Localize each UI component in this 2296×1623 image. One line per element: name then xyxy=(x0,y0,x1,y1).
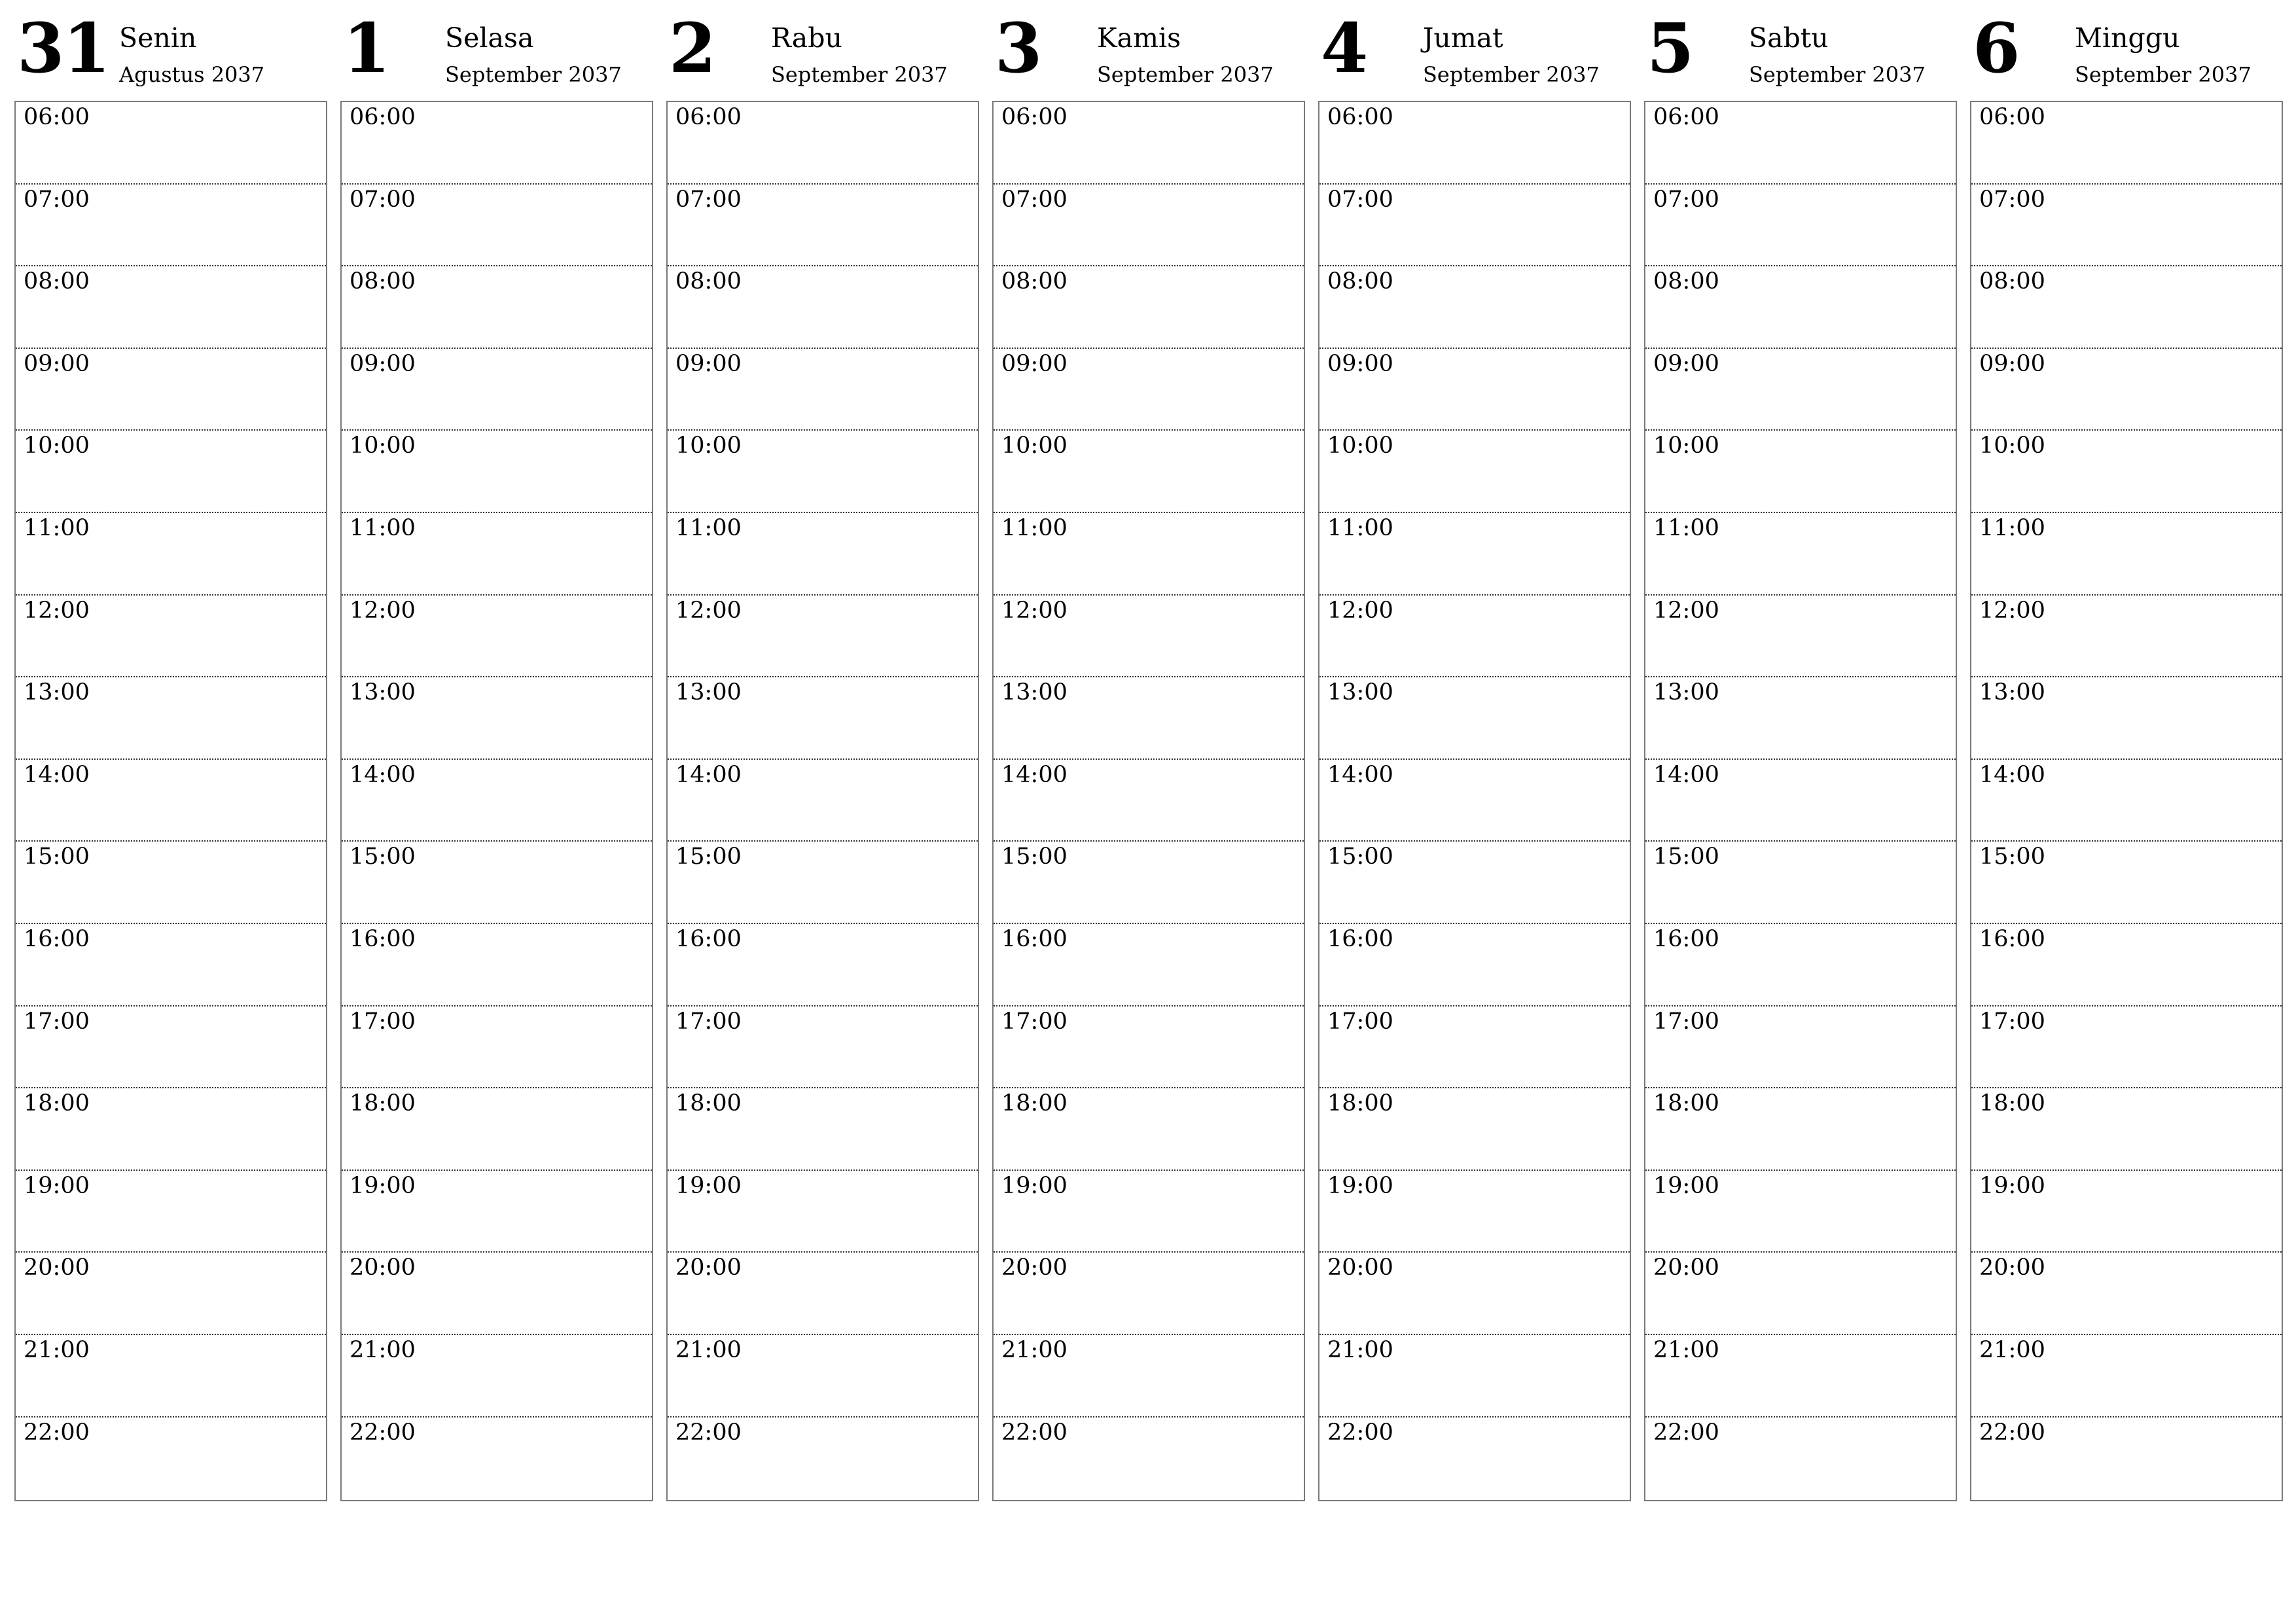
time-slot[interactable] xyxy=(668,1335,978,1418)
time-label: 16:00 xyxy=(1327,925,1393,952)
time-label: 08:00 xyxy=(1979,268,2045,295)
day-schedule xyxy=(1644,101,1957,1501)
time-label: 09:00 xyxy=(350,350,416,377)
time-slot[interactable] xyxy=(342,1418,652,1500)
time-slot[interactable] xyxy=(16,760,326,842)
time-slot[interactable] xyxy=(1319,1253,1630,1335)
time-slot[interactable] xyxy=(1319,1418,1630,1500)
day-schedule xyxy=(1970,101,2283,1501)
time-slot[interactable] xyxy=(1319,1335,1630,1418)
day-header xyxy=(340,0,653,98)
time-label: 07:00 xyxy=(1653,186,1719,213)
time-slot[interactable] xyxy=(1645,1088,1956,1171)
time-slot[interactable] xyxy=(342,1253,652,1335)
time-label: 06:00 xyxy=(1327,104,1393,130)
time-label: 10:00 xyxy=(1001,433,1067,459)
time-slot[interactable] xyxy=(342,842,652,924)
time-slot[interactable] xyxy=(668,513,978,596)
time-slot[interactable] xyxy=(994,102,1304,185)
time-label: 06:00 xyxy=(675,104,742,130)
time-label: 14:00 xyxy=(1001,761,1067,788)
day-number: 4 xyxy=(1321,8,1367,88)
time-label: 13:00 xyxy=(24,679,90,706)
time-label: 16:00 xyxy=(675,925,742,952)
time-label: 18:00 xyxy=(1979,1090,2045,1117)
time-label: 15:00 xyxy=(1653,844,1719,870)
time-label: 12:00 xyxy=(1327,597,1393,624)
time-label: 07:00 xyxy=(675,186,742,213)
time-label: 20:00 xyxy=(350,1255,416,1281)
time-slot[interactable] xyxy=(1319,431,1630,513)
time-slot[interactable] xyxy=(1971,349,2282,431)
time-label: 11:00 xyxy=(675,514,742,541)
time-slot[interactable] xyxy=(994,431,1304,513)
time-label: 14:00 xyxy=(675,761,742,788)
time-label: 21:00 xyxy=(1327,1336,1393,1363)
time-label: 13:00 xyxy=(1001,679,1067,706)
time-label: 18:00 xyxy=(1653,1090,1719,1117)
time-label: 16:00 xyxy=(1001,925,1067,952)
time-label: 13:00 xyxy=(675,679,742,706)
time-label: 13:00 xyxy=(1653,679,1719,706)
time-label: 21:00 xyxy=(24,1336,90,1363)
time-label: 18:00 xyxy=(675,1090,742,1117)
day-header xyxy=(1644,0,1957,98)
time-label: 12:00 xyxy=(1979,597,2045,624)
time-slot[interactable] xyxy=(994,842,1304,924)
time-label: 22:00 xyxy=(675,1419,742,1446)
time-label: 06:00 xyxy=(1653,104,1719,130)
time-slot[interactable] xyxy=(668,349,978,431)
time-slot[interactable] xyxy=(342,596,652,678)
time-slot[interactable] xyxy=(1645,513,1956,596)
time-label: 17:00 xyxy=(1001,1008,1067,1035)
time-slot[interactable] xyxy=(16,924,326,1007)
time-label: 08:00 xyxy=(24,268,90,295)
time-label: 22:00 xyxy=(24,1419,90,1446)
time-label: 21:00 xyxy=(1001,1336,1067,1363)
day-column xyxy=(340,0,653,1501)
day-name: Rabu xyxy=(771,22,842,54)
time-label: 10:00 xyxy=(350,433,416,459)
time-label: 20:00 xyxy=(1979,1255,2045,1281)
time-slot[interactable] xyxy=(994,1007,1304,1089)
time-slot[interactable] xyxy=(668,1088,978,1171)
time-slot[interactable] xyxy=(16,349,326,431)
time-label: 18:00 xyxy=(1327,1090,1393,1117)
day-header xyxy=(14,0,327,98)
time-slot[interactable] xyxy=(16,431,326,513)
time-slot[interactable] xyxy=(1971,1253,2282,1335)
time-label: 09:00 xyxy=(1653,350,1719,377)
day-name: Sabtu xyxy=(1749,22,1829,54)
day-number: 5 xyxy=(1647,8,1693,88)
time-label: 12:00 xyxy=(350,597,416,624)
time-slot[interactable] xyxy=(342,1335,652,1418)
day-number: 3 xyxy=(995,8,1041,88)
time-slot[interactable] xyxy=(668,677,978,760)
time-label: 06:00 xyxy=(1979,104,2045,130)
time-slot[interactable] xyxy=(1971,1418,2282,1500)
day-schedule xyxy=(1318,101,1631,1501)
time-label: 06:00 xyxy=(1001,104,1067,130)
time-slot[interactable] xyxy=(1971,1088,2282,1171)
day-column xyxy=(14,0,327,1501)
time-label: 14:00 xyxy=(1653,761,1719,788)
time-slot[interactable] xyxy=(1645,185,1956,267)
time-label: 18:00 xyxy=(350,1090,416,1117)
time-label: 15:00 xyxy=(350,844,416,870)
time-slot[interactable] xyxy=(1645,596,1956,678)
time-slot[interactable] xyxy=(1645,924,1956,1007)
time-slot[interactable] xyxy=(1319,349,1630,431)
day-month-year: Agustus 2037 xyxy=(119,62,265,87)
day-schedule xyxy=(340,101,653,1501)
time-label: 17:00 xyxy=(675,1008,742,1035)
time-slot[interactable] xyxy=(668,842,978,924)
time-label: 17:00 xyxy=(1653,1008,1719,1035)
time-label: 14:00 xyxy=(1979,761,2045,788)
time-slot[interactable] xyxy=(16,266,326,349)
time-label: 10:00 xyxy=(24,433,90,459)
time-label: 16:00 xyxy=(1979,925,2045,952)
day-name: Selasa xyxy=(445,22,534,54)
time-label: 22:00 xyxy=(1001,1419,1067,1446)
time-slot[interactable] xyxy=(16,1253,326,1335)
time-slot[interactable] xyxy=(342,513,652,596)
time-slot[interactable] xyxy=(16,596,326,678)
time-label: 15:00 xyxy=(1327,844,1393,870)
time-slot[interactable] xyxy=(1971,842,2282,924)
time-label: 20:00 xyxy=(1001,1255,1067,1281)
day-month-year: September 2037 xyxy=(1097,62,1274,87)
day-name: Senin xyxy=(119,22,197,54)
time-label: 09:00 xyxy=(24,350,90,377)
time-label: 11:00 xyxy=(1653,514,1719,541)
time-slot[interactable] xyxy=(1645,1007,1956,1089)
time-slot[interactable] xyxy=(342,349,652,431)
time-slot[interactable] xyxy=(342,677,652,760)
time-slot[interactable] xyxy=(1971,1171,2282,1253)
time-slot[interactable] xyxy=(994,1418,1304,1500)
time-label: 18:00 xyxy=(24,1090,90,1117)
day-number: 2 xyxy=(669,8,715,88)
time-label: 17:00 xyxy=(24,1008,90,1035)
time-slot[interactable] xyxy=(1319,924,1630,1007)
time-label: 21:00 xyxy=(1979,1336,2045,1363)
time-label: 20:00 xyxy=(675,1255,742,1281)
day-name: Minggu xyxy=(2075,22,2180,54)
time-label: 22:00 xyxy=(1653,1419,1719,1446)
time-slot[interactable] xyxy=(668,266,978,349)
time-label: 17:00 xyxy=(1979,1008,2045,1035)
time-label: 19:00 xyxy=(1001,1172,1067,1199)
time-label: 19:00 xyxy=(675,1172,742,1199)
time-slot[interactable] xyxy=(994,677,1304,760)
time-label: 10:00 xyxy=(675,433,742,459)
time-slot[interactable] xyxy=(16,513,326,596)
time-label: 14:00 xyxy=(1327,761,1393,788)
time-slot[interactable] xyxy=(668,760,978,842)
time-slot[interactable] xyxy=(994,924,1304,1007)
time-slot[interactable] xyxy=(1319,1171,1630,1253)
day-schedule xyxy=(14,101,327,1501)
time-label: 20:00 xyxy=(24,1255,90,1281)
time-slot[interactable] xyxy=(1645,1418,1956,1500)
day-header xyxy=(1318,0,1631,98)
day-header xyxy=(1970,0,2283,98)
time-slot[interactable] xyxy=(16,677,326,760)
time-slot[interactable] xyxy=(342,1088,652,1171)
time-slot[interactable] xyxy=(1319,266,1630,349)
time-label: 21:00 xyxy=(1653,1336,1719,1363)
time-label: 15:00 xyxy=(1001,844,1067,870)
time-slot[interactable] xyxy=(1645,266,1956,349)
time-label: 19:00 xyxy=(1327,1172,1393,1199)
time-label: 21:00 xyxy=(350,1336,416,1363)
time-slot[interactable] xyxy=(1645,842,1956,924)
time-slot[interactable] xyxy=(16,1418,326,1500)
time-label: 10:00 xyxy=(1327,433,1393,459)
day-header xyxy=(992,0,1305,98)
day-column xyxy=(992,0,1305,1501)
time-label: 10:00 xyxy=(1979,433,2045,459)
time-slot[interactable] xyxy=(1971,1007,2282,1089)
time-label: 13:00 xyxy=(1979,679,2045,706)
time-label: 11:00 xyxy=(1979,514,2045,541)
time-label: 22:00 xyxy=(350,1419,416,1446)
time-slot[interactable] xyxy=(1971,431,2282,513)
time-slot[interactable] xyxy=(994,266,1304,349)
time-label: 07:00 xyxy=(1327,186,1393,213)
time-slot[interactable] xyxy=(1971,596,2282,678)
time-slot[interactable] xyxy=(1971,102,2282,185)
time-label: 16:00 xyxy=(24,925,90,952)
day-schedule xyxy=(666,101,979,1501)
time-label: 19:00 xyxy=(1653,1172,1719,1199)
time-slot[interactable] xyxy=(668,431,978,513)
time-slot[interactable] xyxy=(1645,431,1956,513)
time-slot[interactable] xyxy=(16,185,326,267)
time-label: 17:00 xyxy=(350,1008,416,1035)
time-slot[interactable] xyxy=(16,842,326,924)
time-slot[interactable] xyxy=(1971,677,2282,760)
time-label: 21:00 xyxy=(675,1336,742,1363)
day-column xyxy=(1644,0,1957,1501)
time-slot[interactable] xyxy=(1971,185,2282,267)
day-schedule xyxy=(992,101,1305,1501)
time-slot[interactable] xyxy=(668,1007,978,1089)
time-slot[interactable] xyxy=(16,1088,326,1171)
time-slot[interactable] xyxy=(342,266,652,349)
time-label: 14:00 xyxy=(24,761,90,788)
time-label: 06:00 xyxy=(24,104,90,130)
time-label: 07:00 xyxy=(24,186,90,213)
time-label: 22:00 xyxy=(1327,1419,1393,1446)
time-slot[interactable] xyxy=(994,185,1304,267)
time-slot[interactable] xyxy=(1971,760,2282,842)
time-slot[interactable] xyxy=(1971,1335,2282,1418)
day-number: 31 xyxy=(17,8,109,88)
time-slot[interactable] xyxy=(994,349,1304,431)
time-label: 08:00 xyxy=(1001,268,1067,295)
time-slot[interactable] xyxy=(342,185,652,267)
time-slot[interactable] xyxy=(1319,760,1630,842)
time-slot[interactable] xyxy=(1971,513,2282,596)
time-label: 20:00 xyxy=(1327,1255,1393,1281)
day-column xyxy=(1970,0,2283,1501)
time-label: 15:00 xyxy=(1979,844,2045,870)
time-label: 16:00 xyxy=(1653,925,1719,952)
day-month-year: September 2037 xyxy=(2075,62,2251,87)
time-label: 09:00 xyxy=(1001,350,1067,377)
time-label: 08:00 xyxy=(675,268,742,295)
time-slot[interactable] xyxy=(994,1171,1304,1253)
time-slot[interactable] xyxy=(16,1171,326,1253)
time-slot[interactable] xyxy=(342,431,652,513)
time-label: 12:00 xyxy=(24,597,90,624)
time-slot[interactable] xyxy=(342,924,652,1007)
time-slot[interactable] xyxy=(994,760,1304,842)
time-slot[interactable] xyxy=(1645,677,1956,760)
time-slot[interactable] xyxy=(1319,513,1630,596)
time-label: 08:00 xyxy=(350,268,416,295)
time-label: 09:00 xyxy=(675,350,742,377)
time-label: 06:00 xyxy=(350,104,416,130)
time-slot[interactable] xyxy=(668,1253,978,1335)
time-label: 08:00 xyxy=(1653,268,1719,295)
time-label: 07:00 xyxy=(1001,186,1067,213)
time-label: 09:00 xyxy=(1327,350,1393,377)
time-slot[interactable] xyxy=(1319,1088,1630,1171)
time-label: 13:00 xyxy=(1327,679,1393,706)
time-slot[interactable] xyxy=(1645,102,1956,185)
time-label: 19:00 xyxy=(350,1172,416,1199)
time-label: 19:00 xyxy=(1979,1172,2045,1199)
day-number: 6 xyxy=(1973,8,2019,88)
time-label: 20:00 xyxy=(1653,1255,1719,1281)
time-label: 07:00 xyxy=(350,186,416,213)
time-slot[interactable] xyxy=(994,1253,1304,1335)
day-month-year: September 2037 xyxy=(1423,62,1600,87)
time-slot[interactable] xyxy=(668,596,978,678)
time-slot[interactable] xyxy=(16,1007,326,1089)
day-number: 1 xyxy=(343,8,389,88)
time-slot[interactable] xyxy=(1645,760,1956,842)
time-label: 14:00 xyxy=(350,761,416,788)
time-slot[interactable] xyxy=(994,1335,1304,1418)
day-column xyxy=(1318,0,1631,1501)
time-label: 16:00 xyxy=(350,925,416,952)
time-slot[interactable] xyxy=(994,596,1304,678)
time-label: 11:00 xyxy=(1327,514,1393,541)
time-label: 07:00 xyxy=(1979,186,2045,213)
time-slot[interactable] xyxy=(1645,1335,1956,1418)
time-slot[interactable] xyxy=(668,102,978,185)
time-slot[interactable] xyxy=(668,185,978,267)
time-slot[interactable] xyxy=(1645,1171,1956,1253)
time-label: 22:00 xyxy=(1979,1419,2045,1446)
time-slot[interactable] xyxy=(342,760,652,842)
time-label: 12:00 xyxy=(1001,597,1067,624)
time-label: 12:00 xyxy=(675,597,742,624)
time-slot[interactable] xyxy=(342,1171,652,1253)
time-slot[interactable] xyxy=(16,1335,326,1418)
day-month-year: September 2037 xyxy=(1749,62,1926,87)
time-slot[interactable] xyxy=(1319,677,1630,760)
day-month-year: September 2037 xyxy=(445,62,622,87)
time-label: 11:00 xyxy=(1001,514,1067,541)
day-name: Kamis xyxy=(1097,22,1181,54)
time-slot[interactable] xyxy=(1645,1253,1956,1335)
time-slot[interactable] xyxy=(16,102,326,185)
time-slot[interactable] xyxy=(1645,349,1956,431)
time-label: 18:00 xyxy=(1001,1090,1067,1117)
time-slot[interactable] xyxy=(668,1171,978,1253)
time-label: 11:00 xyxy=(350,514,416,541)
time-slot[interactable] xyxy=(1319,185,1630,267)
time-label: 12:00 xyxy=(1653,597,1719,624)
time-label: 09:00 xyxy=(1979,350,2045,377)
time-label: 10:00 xyxy=(1653,433,1719,459)
time-label: 19:00 xyxy=(24,1172,90,1199)
time-slot[interactable] xyxy=(1319,596,1630,678)
time-slot[interactable] xyxy=(994,513,1304,596)
day-header xyxy=(666,0,979,98)
time-slot[interactable] xyxy=(342,102,652,185)
time-label: 17:00 xyxy=(1327,1008,1393,1035)
day-month-year: September 2037 xyxy=(771,62,948,87)
time-slot[interactable] xyxy=(1971,924,2282,1007)
time-slot[interactable] xyxy=(342,1007,652,1089)
time-label: 15:00 xyxy=(675,844,742,870)
time-slot[interactable] xyxy=(668,924,978,1007)
time-label: 15:00 xyxy=(24,844,90,870)
time-slot[interactable] xyxy=(1319,1007,1630,1089)
time-slot[interactable] xyxy=(1319,842,1630,924)
day-column xyxy=(666,0,979,1501)
time-slot[interactable] xyxy=(1319,102,1630,185)
time-label: 08:00 xyxy=(1327,268,1393,295)
time-slot[interactable] xyxy=(668,1418,978,1500)
day-name: Jumat xyxy=(1423,22,1503,54)
time-slot[interactable] xyxy=(994,1088,1304,1171)
time-label: 13:00 xyxy=(350,679,416,706)
time-label: 11:00 xyxy=(24,514,90,541)
time-slot[interactable] xyxy=(1971,266,2282,349)
